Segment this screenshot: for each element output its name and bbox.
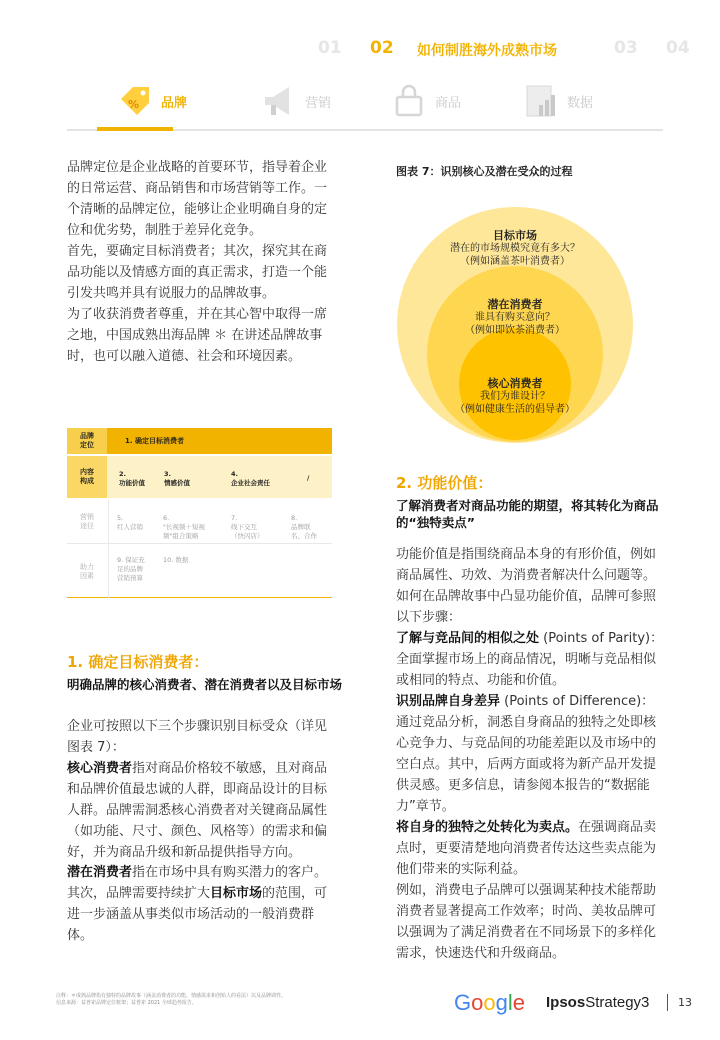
body-paragraph — [396, 817, 664, 880]
footer-brand-bar — [454, 988, 704, 1020]
table-cell: 4. 企业社会责任 — [231, 470, 270, 487]
circle-title: 潜在消费者 — [487, 298, 543, 311]
circle-text: 我们为谁设计？ — [480, 391, 550, 402]
tab-label: 商品 — [435, 95, 462, 111]
table-cell: 9. 保证充 足的品牌 营销预算 — [117, 556, 145, 582]
table-row-label: 营销 途径 — [80, 513, 94, 530]
chapter-navigation — [318, 38, 698, 60]
table-row — [67, 546, 332, 598]
body-paragraph: 企业可按照以下三个步骤识别目标受众（详见图表 7）： — [67, 719, 328, 755]
body-paragraph — [396, 691, 664, 817]
section-heading: 1. 确定目标消费者： — [67, 653, 209, 671]
tab-label: 营销 — [305, 95, 332, 111]
circle-title: 核心消费者 — [487, 377, 543, 390]
table-row-label: 品牌 定位 — [67, 428, 107, 454]
ipsos-wordmark: Ipsos — [546, 994, 586, 1011]
term: 潜在消费者 — [67, 865, 133, 880]
chapter-number-active[interactable]: 02 — [370, 38, 394, 58]
tab-marketing[interactable] — [257, 76, 331, 126]
table-cell: 6. "长视频＋短视 频"组合策略 — [163, 514, 205, 540]
megaphone-icon — [257, 79, 301, 123]
table-row-label: 助力 因素 — [80, 563, 94, 580]
term: 核心消费者 — [67, 761, 133, 776]
table-row-label: 内容 构成 — [67, 456, 107, 498]
table-cell: 1. 确定目标消费者 — [125, 437, 184, 445]
circle-title: 目标市场 — [493, 229, 537, 242]
table-divider — [108, 500, 109, 598]
source-note: 信息来源：益普索品牌定位框架；益普索 2021 全球趋势报告。 — [56, 1000, 197, 1006]
term-text: 全面掌握市场上的商品情况，明晰与竞品相似或相同的特点、功能和价值。 — [396, 652, 657, 688]
footer-divider — [667, 994, 668, 1011]
intro-paragraph: 品牌定位是企业战略的首要环节，指导着企业的日常运营、商品销售和市场营销等工作。一个清晰的品牌定位，能够让企业明确自身的定位和优劣势，制胜于差异化竞争。 — [67, 160, 328, 238]
table-row — [67, 500, 332, 544]
table-row — [67, 428, 332, 454]
tab-label: 数据 — [567, 95, 594, 111]
tab-label: 品牌 — [161, 95, 188, 111]
intro-paragraph: 首先，要确定目标消费者；其次，探究其在商品功能以及情感方面的真正需求，打造一个能引发共鸣并具有说服力的品牌故事。 — [67, 244, 328, 301]
chapter-number[interactable]: 03 — [614, 38, 638, 58]
core-consumer-label — [390, 377, 640, 416]
table-cell: 8. 品牌联 名、合作 — [291, 514, 317, 540]
table-cell: 10. 数据 — [163, 556, 189, 564]
section-heading: 2. 功能价值： — [396, 474, 493, 492]
table-row — [67, 456, 332, 498]
chapter-number[interactable]: 04 — [666, 38, 690, 58]
target-market-label — [390, 229, 640, 268]
brand-story-framework-table — [67, 428, 332, 598]
circle-text: （例如即饮茶消费者） — [465, 325, 565, 336]
term: 将自身的独特之处转化为卖点。 — [396, 820, 579, 835]
potential-consumer-label — [390, 298, 640, 337]
ipsos-strategy3-logo — [546, 994, 649, 1011]
shopping-bag-icon — [387, 79, 431, 123]
section-subheading: 明确品牌的核心消费者、潜在消费者以及目标市场 — [67, 677, 343, 692]
body-paragraph — [67, 758, 337, 863]
body-paragraph — [396, 628, 664, 691]
body-paragraph: 功能价值是指围绕商品本身的有形价值，例如商品属性、功效、为消费者解决什么问题等。如何在品牌故事中凸显功能价值，品牌可参照以下步骤： — [396, 547, 657, 625]
circle-text: （例如健康生活的倡导者） — [455, 404, 575, 415]
svg-text:%: % — [128, 98, 140, 111]
body-paragraph — [67, 862, 337, 883]
circle-text: 谁具有购买意向？ — [475, 312, 555, 323]
table-cell: 5. 红人营销 — [117, 514, 143, 531]
table-cell: / — [307, 474, 310, 482]
chapter-number[interactable]: 01 — [318, 38, 342, 58]
table-cell: 3. 情感价值 — [164, 470, 190, 487]
term-text: (Points of Difference)： — [500, 694, 655, 709]
price-tag-percent-icon — [113, 79, 157, 123]
section-subheading: 了解消费者对商品功能的期望，将其转化为商品的“独特卖点” — [396, 498, 659, 530]
table-cell: 7. 线下交互 （快闪店） — [231, 514, 264, 540]
chapter-title: 如何制胜海外成熟市场 — [417, 43, 557, 59]
term: 了解与竞品间的相似之处 — [396, 631, 540, 646]
intro-paragraph: 为了收获消费者尊重，并在其心智中取得一席之地，中国成熟出海品牌 ＊ 在讲述品牌故事时，也可以融入道德、社会和环境因素。 — [67, 307, 328, 364]
section-tabs — [67, 76, 663, 132]
bar-chart-document-icon — [519, 79, 563, 123]
footnote: 注释：＊成熟品牌指有独特的品牌故事（涵盖消费者的功能、情感需求和创始人的看法）以及品牌调性。 — [56, 993, 287, 999]
circle-text: 潜在的市场规模究竟有多大？ — [450, 243, 580, 254]
strategy-wordmark: Strategy3 — [585, 994, 650, 1011]
tab-products[interactable] — [387, 76, 461, 126]
term-text: 指对商品价格较不敏感，且对商品和品牌价值最忠诚的人群，即商品设计的目标人群。品牌需洞悉核心消费者对关键商品属性（如功能、尺寸、颜色、风格等）的需求和偏好，并为商品升级和新品提供指导方向。 — [67, 761, 328, 860]
tab-brand[interactable] — [113, 76, 187, 126]
term-text: 通过竞品分析，洞悉自身商品的独特之处即核心竞争力、与竞品间的功能差距以及市场中的空白点。其中，后两方面或将为新产品开发提供灵感。更多信息，请参阅本报告的“数据能力”章节。 — [396, 715, 657, 814]
body-paragraph: 例如，消费电子品牌可以强调某种技术能帮助消费者显著提高工作效率；时尚、美妆品牌可以强调为了满足消费者在不同场景下的多样化需求，快速迭代和升级商品。 — [396, 883, 657, 961]
figure-title: 图表 7：识别核心及潜在受众的过程 — [396, 165, 573, 178]
term-text: (Points of Parity)： — [539, 631, 664, 646]
active-tab-indicator — [97, 127, 173, 131]
term: 目标市场 — [210, 886, 263, 901]
circle-text: （例如涵盖茶叶消费者） — [460, 256, 570, 267]
term-text: 其次，品牌需要持续扩大 — [67, 886, 211, 901]
term-text: 指在市场中具有购买潜力的客户。 — [132, 865, 328, 880]
page-number: 13 — [678, 996, 692, 1009]
body-paragraph — [67, 883, 337, 946]
term-text: 的范围，可进一步涵盖从事类似市场活动的一般消费群体。 — [67, 886, 328, 943]
term: 识别品牌自身差异 — [396, 694, 501, 709]
term-text: 在强调商品卖点时，更要清楚地向消费者传达这些卖点能为他们带来的实际利益。 — [396, 820, 657, 877]
table-cell: 2. 功能价值 — [119, 470, 145, 487]
google-logo: Google — [454, 990, 526, 1015]
tab-data[interactable] — [519, 76, 593, 126]
